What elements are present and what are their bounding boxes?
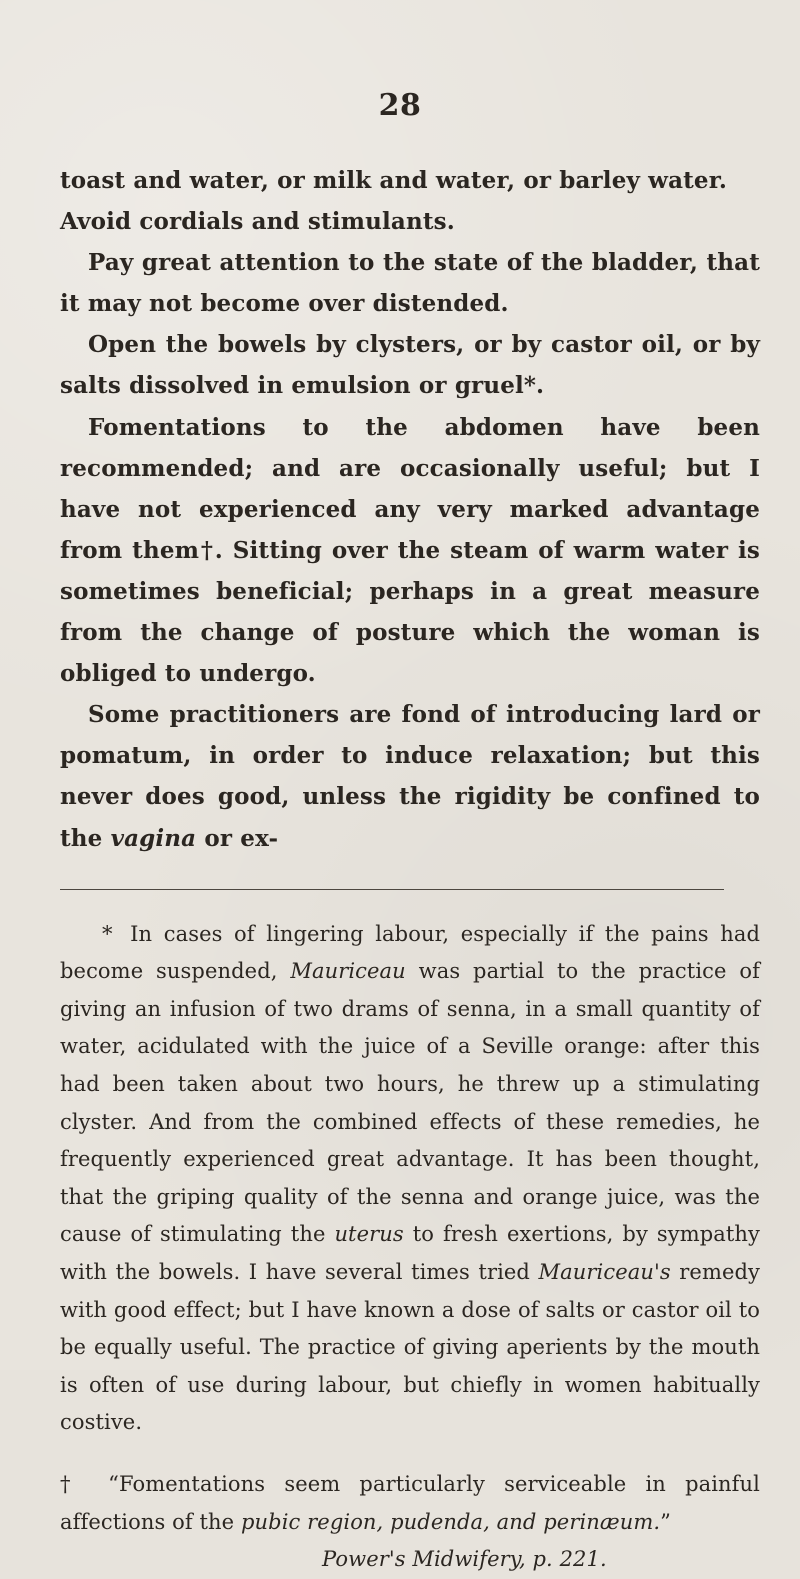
footnote-1 bbox=[60, 916, 760, 1442]
paragraph-5 bbox=[60, 694, 760, 858]
footnotes bbox=[60, 916, 760, 1579]
paragraph-5-text-b: or ex- bbox=[196, 824, 279, 852]
footnote-1-term-uterus: uterus bbox=[334, 1222, 404, 1247]
main-text bbox=[60, 160, 760, 859]
footnote-2-quote-close: ” bbox=[660, 1509, 671, 1534]
page-number: 28 bbox=[378, 88, 422, 123]
footnote-2-italic-text: pubic region, pudenda, and perinæum. bbox=[241, 1509, 661, 1534]
footnote-2-citation: Power's Midwifery, p. 221. bbox=[322, 1547, 607, 1572]
paragraph-1 bbox=[60, 160, 760, 242]
paragraph-2: Pay great attention to the state of the bladder, that it may not become over distended. bbox=[60, 249, 760, 318]
footnote-1-text-b: was partial to the practice of giving an infusion of two drams of senna, in a small quantity of water, acidulated with the juice of a Seville orange: after this had been taken about two hours, he threw up a stimulating clyster. And from the combined effects of these remedies, he frequently experienced great advantage. It has been thought, that the griping quality of the senna and orange juice, was the cause of stimulating the bbox=[60, 959, 760, 1247]
footnote-1-text-a: In cases of lingering labour, especially if the pains had become suspended, bbox=[60, 921, 760, 984]
paragraph-3: Open the bowels by clysters, or by castor oil, or by salts dissolved in emulsion or gruel*. bbox=[60, 331, 760, 400]
footnote-1-name-1: Mauriceau bbox=[290, 959, 406, 984]
paragraph-4: Fomentations to the abdomen have been recommended; and are occasionally useful; but I have not experienced any very marked advantage from them†. Sitting over the steam of warm water is sometimes beneficial; perhaps in a great measure from the change of posture which the woman is obliged to undergo. bbox=[60, 413, 760, 688]
footnote-1-text-d: remedy with good effect; but I have known a dose of salts or castor oil to be equally useful. The practice of giving aperients by the mouth is often of use during labour, but chiefly in women habitually costive. bbox=[60, 1259, 760, 1435]
footnote-divider bbox=[60, 889, 724, 890]
paragraph-1-line-2: Avoid cordials and stimulants. bbox=[60, 208, 455, 236]
paragraph-5-italic-term: vagina bbox=[110, 824, 197, 852]
footnote-2 bbox=[60, 1466, 760, 1579]
footnote-1-marker: * bbox=[102, 921, 113, 946]
paragraph-5-text-a: Some practitioners are fond of introducing lard or pomatum, in order to induce relaxation; but this never does good, unless the rigidity be confined to the bbox=[60, 701, 760, 852]
footnote-1-name-2: Mauriceau's bbox=[538, 1259, 671, 1284]
paragraph-1-line-1: toast and water, or milk and water, or barley water. bbox=[60, 167, 728, 194]
page-content bbox=[60, 160, 760, 1579]
footnote-2-text-a: “Fomentations seem particularly serviceable in painful affections of the bbox=[60, 1471, 760, 1534]
footnote-2-marker: † bbox=[60, 1471, 83, 1496]
footnote-1-text-c: to fresh exertions, by sympathy with the bowels. I have several times tried bbox=[60, 1222, 760, 1284]
